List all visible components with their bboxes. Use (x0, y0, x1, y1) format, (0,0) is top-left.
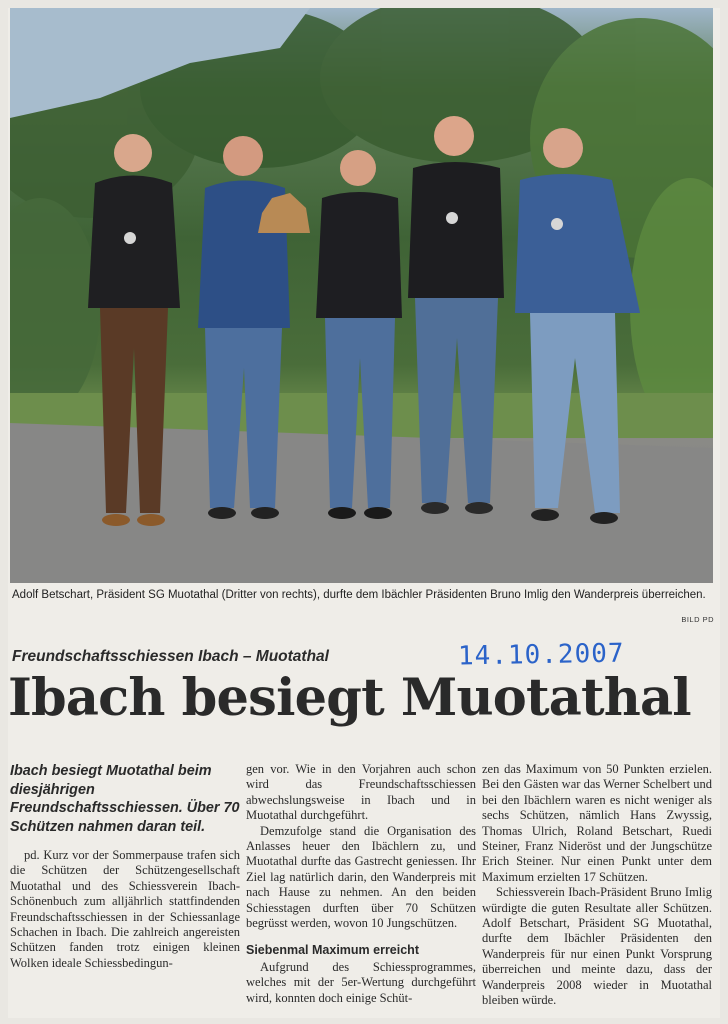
group-photo (10, 8, 713, 583)
photo-illustration (10, 8, 713, 583)
column-2-paragraph-2: Demzufolge stand die Organisation des Anlasses heuer den Ibächlern zu, und Muotathal durfte das Gastrecht geniessen. Ihr Ziel lag natürlich darin, den Wanderpreis mit nach Hause zu nehmen. An den beiden Schiesstagen durften über 70 Schützen begrüsst werden, wovon 10 Jungschützen. (246, 823, 476, 931)
column-2-paragraph-1: gen vor. Wie in den Vorjahren auch schon wird das Freundschaftsschiessen abwechslungsweise in Ibach und in Muotathal durchgeführt. (246, 762, 476, 823)
handwritten-date: 14.10.2007 (457, 638, 625, 672)
article-lead: Ibach besiegt Muotathal beim diesjährigen Freundschaftsschiessen. Über 70 Schützen nahmen daran teil. (10, 763, 240, 835)
photo-caption: Adolf Betschart, Präsident SG Muotathal (Dritter von rechts), durfte dem Ibächler Präsidenten Bruno Imlig den Wanderpreis überreichen. (12, 589, 706, 601)
article-column-2 (246, 762, 476, 1006)
column-2-paragraph-3: Aufgrund des Schiessprogrammes, welches mit der 5er-Wertung durchgeführt wird, konnten doch einige Schüt- (246, 959, 476, 1005)
article-column-1 (10, 762, 240, 971)
article-column-3 (482, 762, 712, 1009)
article-kicker: Freundschaftsschiessen Ibach – Muotathal (12, 648, 329, 665)
column-1-paragraph: pd. Kurz vor der Sommerpause trafen sich die Schützen der Schützengesellschaft Muotathal und des Schiessverein Ibach-Schönenbuch zum alljährlich stattfindenden Freundschaftsschiessen in der Schiessanlage Schachen in Ibach. Die zahlreich angereisten Schützen fanden trotz einigen kleinen Wolken ideale Schiessbedingun- (10, 848, 240, 970)
photo-credit: BILD PD (681, 615, 714, 624)
column-3-paragraph-2: Schiessverein Ibach-Präsident Bruno Imlig würdigte die guten Resultate aller Schützen. Adolf Betschart, Präsident SG Muotathal, durfte dem Ibächler Präsidenten den Wanderpreis für nur einen Punkt Vorsprung überreichen und meinte dazu, dass der Wanderpreis 2008 wieder in Muotathal bleiben würde. (482, 885, 712, 1008)
article-headline: Ibach besiegt Muotathal (8, 668, 691, 728)
column-3-paragraph-1: zen das Maximum von 50 Punkten erzielen. Bei den Gästen war das Werner Schelbert und bei den Ibächlern waren es nicht weniger als sechs Schützen, nämlich Hans Zwyssig, Thomas Ulrich, Roland Betschart, Ruedi Steiner, Franz Nideröst und der Jungschütze Erich Steiner. Nur einen Punkt unter dem Maximum erzielten 17 Schützen. (482, 762, 712, 884)
article-subhead: Siebenmal Maximum erreicht (246, 943, 419, 958)
